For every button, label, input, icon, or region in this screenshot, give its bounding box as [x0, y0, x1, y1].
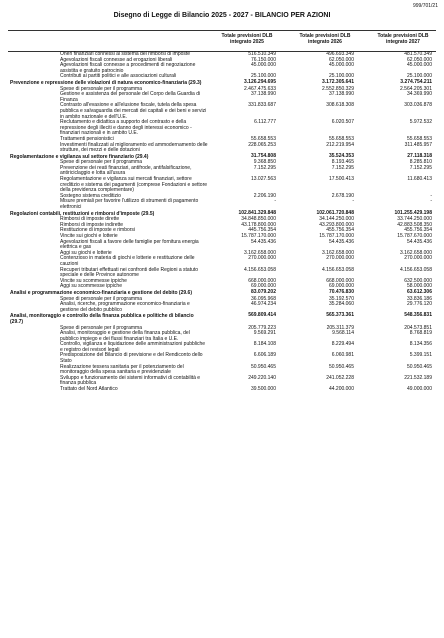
value-2025: 6.606.189 [253, 352, 276, 359]
value-2026: 270.000.000 [326, 255, 354, 262]
value-2027: - [430, 192, 432, 199]
row-description: Contrasto all'evasione e all'elusione fiscale, tutela della spesa pubblica e salvaguardia dei mercati dei capitali e dei beni e servizi in ambito nazionale e dell'U.E. [60, 102, 207, 120]
row-description: Agevolazioni fiscali connesse ad erogazioni liberali [60, 56, 173, 63]
row-description: Prevenzione dei reati finanziari, antifrode, antifalsificazione, antiriciclaggio e lotta all'usura [60, 164, 192, 177]
value-2027: - [430, 198, 432, 205]
value-2027: 8.134.356 [409, 341, 432, 348]
column-header-2025: Totale previsioni DLB integrato 2025 [221, 33, 273, 45]
value-2027: 29.776.120 [406, 301, 432, 308]
value-2025: 34.848.850.000 [241, 216, 276, 223]
value-2027: 58.000.000 [406, 283, 432, 290]
value-2025: 102.841.329.848 [238, 209, 276, 216]
value-2026: 205.311.379 [326, 324, 354, 331]
value-2026: 455.756.354 [326, 227, 354, 234]
value-2027: 481.570.349 [404, 51, 432, 57]
value-2027: 270.000.000 [404, 255, 432, 262]
row-description: Spese di personale per il programma [60, 85, 142, 92]
value-2025: 36.095.968 [250, 295, 276, 302]
value-2027: 11.680.413 [407, 176, 432, 183]
value-2026: 2.552.850.329 [322, 85, 354, 92]
value-2025: 228.065.253 [248, 141, 276, 148]
value-2027: 55.658.553 [406, 135, 432, 142]
action-row [8, 353, 436, 364]
value-2026: 43.293.800.000 [319, 221, 354, 228]
value-2025: 13.027.563 [250, 176, 276, 183]
row-description: Analisi, monitoraggio e gestione della finanza pubblica, del pubblico impiego e dei flussi finanziari tra Italia e U.E. [60, 330, 190, 342]
program-row [8, 313, 436, 325]
row-description: Analisi e programmazione economico-finanziaria e gestione del debito (29.6) [10, 289, 192, 296]
value-2027: 33.744.250.000 [397, 216, 432, 223]
value-2026: 25.100.000 [328, 73, 354, 80]
value-2025: 25.100.000 [250, 73, 276, 80]
row-description: Restituzione di imposte e rimborsi [60, 227, 136, 234]
action-row [8, 177, 436, 194]
value-2027: 33.836.186 [406, 295, 432, 302]
value-2025: 569.809.414 [248, 312, 276, 319]
value-2025: 7.152.295 [253, 164, 276, 171]
table-header [8, 30, 436, 52]
value-2027: 3.162.658.000 [400, 249, 432, 256]
row-description: Contributi ai partiti politici e alle associazioni culturali [60, 73, 177, 80]
value-2026: 37.138.990 [328, 91, 354, 98]
value-2027: 8.285.810 [409, 159, 432, 166]
value-2025: 69.000.000 [250, 283, 276, 290]
value-2027: 62.050.000 [406, 56, 432, 63]
value-2026: 17.500.413 [328, 176, 354, 183]
value-2025: 3.162.658.000 [244, 249, 276, 256]
value-2026: 8.229.494 [331, 341, 354, 348]
value-2026: 3.162.658.000 [322, 249, 354, 256]
value-2025: - [274, 198, 276, 205]
row-description: Gestione e assistenza del personale del Corpo della Guardia di Finanza [60, 91, 201, 103]
value-2027: 5.972.532 [409, 119, 432, 126]
action-row [8, 143, 436, 154]
value-2025: 205.779.223 [248, 324, 276, 331]
value-2026: 54.435.436 [328, 238, 354, 245]
row-description: Vincite su scommesse ippiche [60, 277, 127, 284]
value-2026: 44.200.000 [328, 386, 354, 393]
row-description: Vincite sui giochi e lotterie [60, 233, 118, 239]
value-2025: 249.220.140 [248, 374, 276, 381]
value-2025: 9.368.850 [253, 159, 276, 166]
value-2027: 45.000.000 [406, 62, 432, 69]
value-2026: 15.787.170.000 [319, 233, 354, 239]
value-2026: 55.658.553 [328, 135, 354, 142]
row-description: Aggi su scommesse ippiche [60, 283, 122, 290]
value-2027: 34.369.990 [406, 91, 432, 98]
row-description: Regolamentazione e vigilanza sul settore finanziario (29.4) [10, 153, 149, 160]
row-description: Analisi, monitoraggio e controllo della finanza pubblica e politiche di bilancio (29.7) [10, 313, 194, 325]
row-description: Aggi su giochi e lotterie [60, 249, 112, 256]
value-2026: 35.284.060 [328, 301, 354, 308]
value-2025: 9.569.291 [253, 330, 276, 337]
row-description: Rimborsi di imposte dirette [60, 216, 120, 223]
value-2027: 455.756.354 [404, 227, 432, 234]
row-description: Trattamenti pensionistici [60, 135, 114, 142]
value-2025: 2.467.475.633 [244, 85, 276, 92]
value-2025: 8.184.108 [253, 341, 276, 348]
row-description: Sostegno sistema creditizio [60, 192, 121, 199]
column-header-2026: Totale previsioni DLB integrato 2026 [299, 33, 351, 45]
document-id: 999/701/21 [412, 3, 438, 9]
value-2025: 331.833.687 [248, 102, 276, 109]
row-description: Prevenzione e repressione delle violazioni di natura economico-finanziaria (29.3) [10, 79, 202, 86]
row-description: Misure premiali per favorire l'utilizzo di strumenti di pagamento elettronici [60, 198, 199, 211]
column-header-2027: Totale previsioni DLB integrato 2027 [377, 33, 429, 45]
value-2026: 496.693.349 [326, 51, 354, 57]
value-2026: 50.950.465 [328, 363, 354, 370]
value-2026: 34.144.250.000 [319, 216, 354, 223]
value-2027: 548.356.831 [404, 312, 432, 319]
value-2027: 632.500.000 [404, 277, 432, 284]
value-2026: 45.000.000 [328, 62, 354, 69]
value-2025: 55.658.553 [250, 135, 276, 142]
value-2026: 69.000.000 [328, 283, 354, 290]
row-description: Investimenti finalizzati al miglioramento ed ammodernamento delle strutture, dei mezzi e delle dotazioni [60, 141, 208, 154]
value-2027: 7.152.295 [409, 164, 432, 171]
value-2025: 31.754.808 [250, 152, 276, 159]
action-row [8, 302, 436, 313]
value-2026: 212.219.954 [326, 141, 354, 148]
action-row [8, 387, 436, 393]
budget-table [8, 52, 436, 393]
value-2025: 6.112.777 [254, 119, 276, 126]
row-description: Trattato del Nord Atlantico [60, 386, 118, 393]
row-description: Sviluppo e funzionamento dei sistemi informativi di contabilità e finanza pubblica [60, 374, 201, 387]
row-description: Analisi, ricerche, programmazione economico-finanziaria e gestione del debito pubblico [60, 301, 190, 313]
value-2025: 50.950.465 [250, 363, 276, 370]
value-2027: 49.000.000 [406, 386, 432, 393]
value-2025: 4.156.653.058 [244, 266, 276, 273]
value-2027: 303.036.878 [404, 102, 432, 109]
value-2026: 7.152.295 [331, 164, 354, 171]
value-2026: 102.061.720.848 [316, 209, 354, 216]
value-2025: 445.756.354 [248, 227, 276, 234]
value-2027: 3.274.754.211 [400, 78, 432, 85]
value-2025: 39.500.000 [250, 386, 276, 393]
value-2026: 62.050.000 [328, 56, 354, 63]
action-row [8, 199, 436, 210]
value-2025: 83.079.202 [250, 288, 276, 295]
value-2027: 221.532.189 [404, 374, 432, 381]
value-2026: 6.020.507 [331, 119, 354, 126]
value-2026: 9.568.114 [332, 330, 354, 337]
value-2027: 8.768.819 [409, 330, 432, 337]
row-description: Agevolazioni fiscali connesse a procedimenti di negoziazione assistita e gratuito patrocinio [60, 62, 196, 74]
value-2026: 6.060.981 [331, 352, 354, 359]
value-2027: 15.787.670.000 [397, 233, 432, 239]
value-2026: 565.373.361 [326, 312, 354, 319]
row-description: Recuperi tributari effettuati nei confronti delle Regioni a statuto speciale e delle Province autonome [60, 266, 199, 279]
value-2027: 204.573.851 [404, 324, 432, 331]
value-2025: 668.000.000 [248, 277, 276, 284]
value-2026: 3.172.305.641 [322, 78, 354, 85]
row-description: Rimborsi di imposte indirette [60, 221, 124, 228]
action-row [8, 120, 436, 137]
page-title: Disegno di Legge di Bilancio 2025 - 2027 - BILANCIO PER AZIONI [113, 12, 331, 19]
value-2027: 63.612.306 [406, 288, 432, 295]
action-row [8, 103, 436, 120]
value-2027: 4.156.653.058 [400, 266, 432, 273]
value-2026: 8.193.465 [331, 159, 354, 166]
value-2026: 35.524.353 [328, 152, 354, 159]
value-2025: 3.126.294.695 [244, 78, 276, 85]
value-2027: 50.950.465 [406, 363, 432, 370]
value-2026: 241.052.228 [326, 374, 354, 381]
action-row [8, 256, 436, 267]
value-2025: 43.178.800.000 [241, 221, 276, 228]
value-2026: 668.000.000 [326, 277, 354, 284]
row-description: Contenzioso in materia di giochi e lotterie e restituzione delle cauzioni [60, 255, 195, 267]
value-2026: - [352, 198, 354, 205]
value-2025: 15.787.170.000 [241, 233, 276, 239]
value-2025: 54.435.436 [250, 238, 276, 245]
value-2026: 35.192.570 [328, 295, 354, 302]
value-2027: 25.100.000 [406, 73, 432, 80]
value-2027: 311.485.957 [404, 141, 432, 148]
value-2027: 42.883.508.350 [397, 221, 432, 228]
value-2027: 5.399.151 [409, 352, 432, 359]
value-2026: 4.156.653.058 [322, 266, 354, 273]
value-2025: 37.138.990 [250, 91, 276, 98]
value-2027: 2.564.205.301 [400, 85, 432, 92]
value-2025: 46.974.234 [250, 301, 276, 308]
row-description: Spese di personale per il programma [60, 295, 142, 302]
value-2027: 101.255.429.198 [394, 209, 432, 216]
row-description: Oneri finanziari connessi al sistema dei rimborsi di imposte [60, 51, 191, 57]
row-description: Agevolazioni fiscali a favore delle famiglie per fornitura energia elettrica e gas [60, 238, 199, 251]
row-description: Predisposizione del Bilancio di previsione e del Rendiconto dello Stato [60, 352, 203, 365]
value-2027: 27.118.318 [407, 152, 432, 159]
row-description: Controllo, vigilanza e liquidazione delle amministrazioni pubbliche e registro dei revisori legali [60, 341, 206, 353]
value-2025: 76.150.000 [250, 56, 276, 63]
value-2026: 70.476.830 [328, 288, 354, 295]
row-description: Spese di personale per il programma [60, 324, 142, 331]
value-2025: 270.000.000 [248, 255, 276, 262]
value-2026: 308.618.308 [326, 102, 354, 109]
value-2027: 54.435.436 [406, 238, 432, 245]
value-2026: 2.678.190 [331, 192, 354, 199]
value-2025: 45.000.000 [250, 62, 276, 69]
value-2025: 2.206.190 [253, 192, 276, 199]
row-description: Realizzazione tessera sanitaria per il potenziamento del monitoraggio della spesa sanitaria e previdenziale [60, 363, 184, 376]
row-description: Reclutamento e didattica a supporto del contrasto e della repressione degli illeciti e danno degli interessi economico - finanziari nazionali e in ambito U.E. [60, 119, 192, 137]
row-description: Regolazioni contabili, restituzioni e rimborsi d'imposte (29.5) [10, 210, 155, 217]
row-description: Regolamentazione e vigilanza sui mercati finanziari, settore creditizio e sistema dei pagamenti (comprese Fondazioni e settore della previdenza complementare) [60, 176, 208, 194]
row-description: Spese di personale per il programma [60, 159, 142, 166]
value-2025: 516.510.349 [248, 51, 276, 57]
